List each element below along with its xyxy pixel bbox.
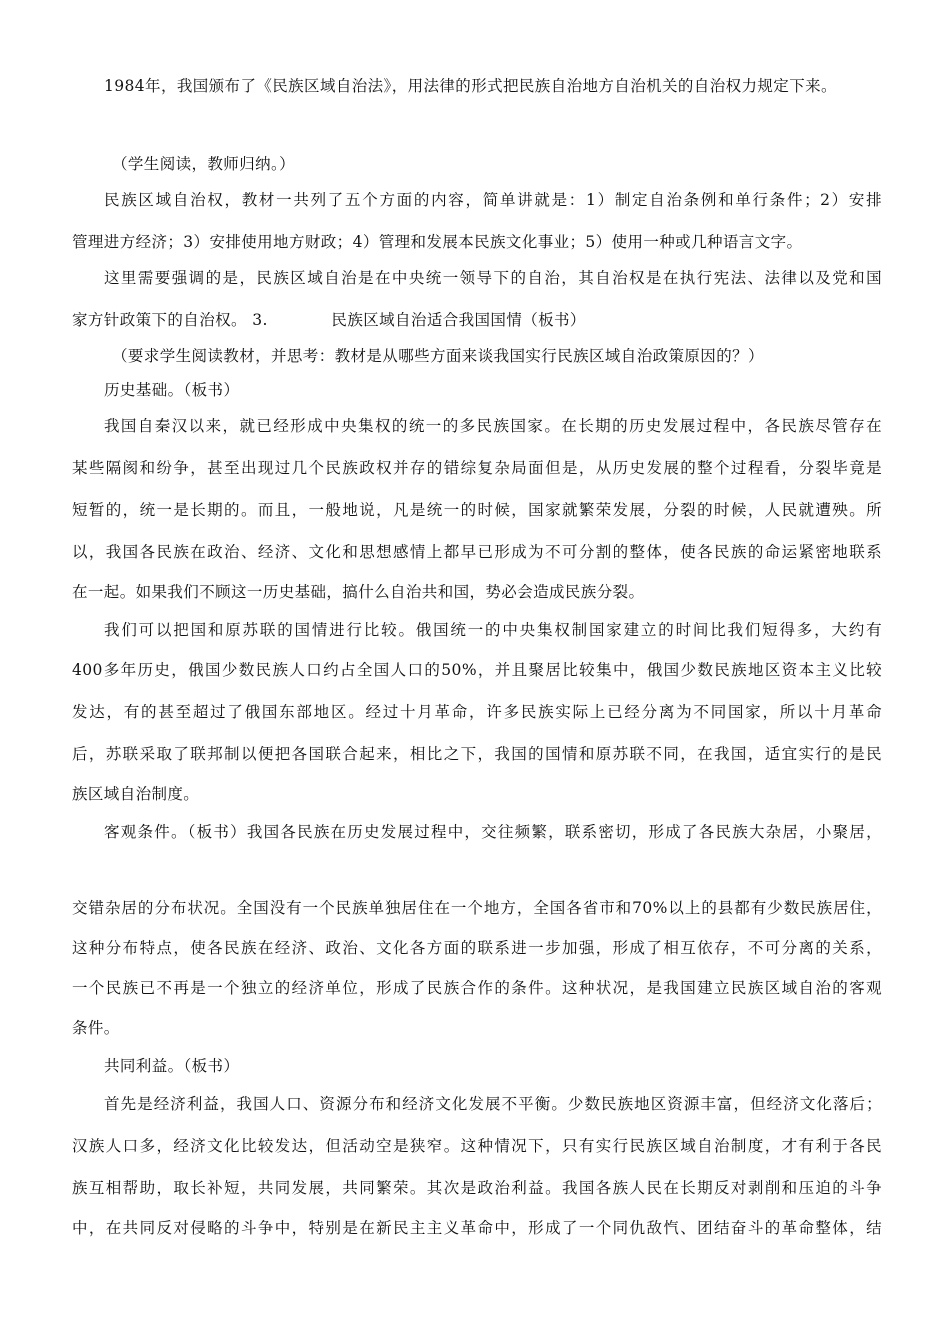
- text-line: 首先是经济利益，我国人口、资源分布和经济文化发展不平衡。少数民族地区资源丰富，但经济文化落后；: [104, 1095, 882, 1113]
- text-line: 共同利益。（板书）: [104, 1057, 240, 1075]
- text-line: 汉族人口多，经济文化比较发达，但活动空是狭窄。这种情况下，只有实行民族区域自治制度，才有利于各民: [72, 1137, 882, 1155]
- text-line: 一个民族已不再是一个独立的经济单位，形成了民族合作的条件。这种状况，是我国建立民族区域自治的客观: [72, 979, 882, 997]
- text-line: 交错杂居的分布状况。全国没有一个民族单独居住在一个地方，全国各省市和70%以上的县都有少数民族居住，: [72, 899, 882, 917]
- text-line: 民族区域自治权，教材一共列了五个方面的内容，简单讲就是：1）制定自治条例和单行条件；2）安排: [104, 191, 882, 209]
- text-line: 管理进方经济；3）安排使用地方财政；4）管理和发展本民族文化事业；5）使用一种或几种语言文字。: [72, 233, 803, 251]
- text-line: （要求学生阅读教材，并思考：教材是从哪些方面来谈我国实行民族区域自治政策原因的？）: [112, 347, 764, 365]
- text-line: 这种分布特点，使各民族在经济、政治、文化各方面的联系进一步加强，形成了相互依存，不可分离的关系，: [72, 939, 882, 957]
- text-line: 发达，有的甚至超过了俄国东部地区。经过十月革命，许多民族实际上已经分离为不同国家，所以十月革命: [72, 703, 882, 721]
- text-line: 中，在共同反对侵略的斗争中，特别是在新民主主义革命中，形成了一个同仇敌忾、团结奋斗的革命整体，结: [72, 1219, 882, 1237]
- text-line: 这里需要强调的是，民族区域自治是在中央统一领导下的自治，其自治权是在执行宪法、法律以及党和国: [104, 269, 882, 287]
- text-line: 以，我国各民族在政治、经济、文化和思想感情上都早已形成为不可分割的整体，使各民族的命运紧密地联系: [72, 543, 882, 561]
- text-line: 族区域自治制度。: [72, 785, 200, 803]
- text-line: 某些隔阂和纷争，甚至出现过几个民族政权并存的错综复杂局面但是，从历史发展的整个过程看，分裂毕竟是: [72, 459, 882, 477]
- text-line: 在一起。如果我们不顾这一历史基础，搞什么自治共和国，势必会造成民族分裂。: [72, 583, 645, 601]
- text-line: 400多年历史，俄国少数民族人口约占全国人口的50%，并且聚居比较集中，俄国少数民族地区资本主义比较: [72, 661, 882, 679]
- text-line: （学生阅读，教师归纳。）: [112, 155, 296, 173]
- text-line: 历史基础。（板书）: [104, 381, 240, 399]
- text-line: 短暂的，统一是长期的。而且，一般地说，凡是统一的时候，国家就繁荣发展，分裂的时候，人民就遭殃。所: [72, 501, 882, 519]
- text-line: 客观条件。（板书）我国各民族在历史发展过程中，交往频繁，联系密切，形成了各民族大杂居，小聚居，: [104, 823, 882, 841]
- text-line: 家方针政策下的自治权。 3. 民族区域自治适合我国国情（板书）: [72, 311, 586, 329]
- text-line: 我们可以把国和原苏联的国情进行比较。俄国统一的中央集权制国家建立的时间比我们短得多，大约有: [104, 621, 882, 639]
- text-line: 1984年，我国颁布了《民族区域自治法》，用法律的形式把民族自治地方自治机关的自治权力规定下来。: [104, 77, 837, 95]
- text-line: 族互相帮助，取长补短，共同发展，共同繁荣。其次是政治利益。我国各族人民在长期反对剥削和压迫的斗争: [72, 1179, 882, 1197]
- text-line: 我国自秦汉以来，就已经形成中央集权的统一的多民族国家。在长期的历史发展过程中，各民族尽管存在: [104, 417, 882, 435]
- text-line: 后，苏联采取了联邦制以便把各国联合起来，相比之下，我国的国情和原苏联不同，在我国，适宜实行的是民: [72, 745, 882, 763]
- text-line: 条件。: [72, 1019, 120, 1037]
